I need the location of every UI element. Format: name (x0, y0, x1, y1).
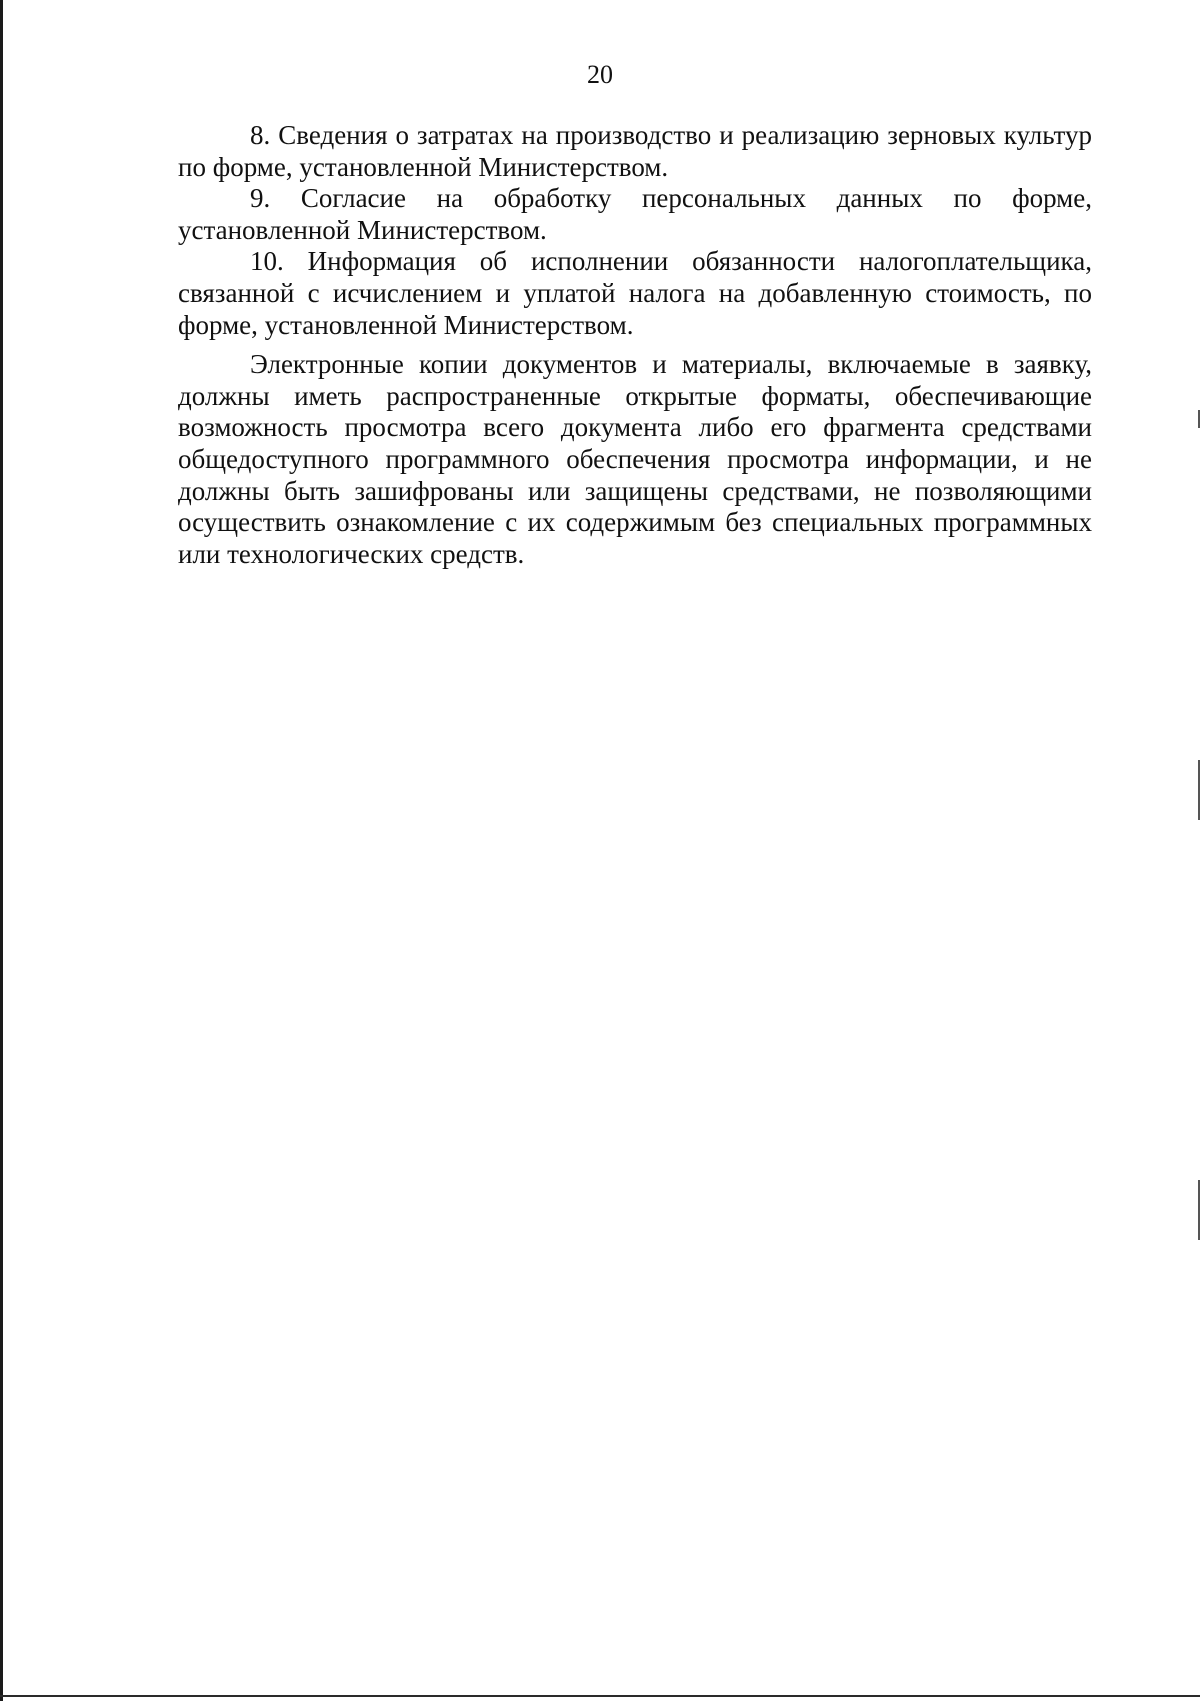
paragraph-item-8: 8. Сведения о затратах на производство и реализацию зерновых культур по форме, установленной Министерством. (178, 120, 1092, 182)
scan-border-left (0, 0, 3, 1701)
paragraph-electronic-copies: Электронные копии документов и материалы, включаемые в заявку, должны иметь распространенные открытые форматы, обеспечивающие возможность просмотра всего документа либо его фрагмента средствами общедоступного программного обеспечения просмотра информации, и не должны быть зашифрованы или защищены средствами, не позволяющими осуществить ознакомление с их содержимым без специальных программных или технологических средств. (178, 349, 1092, 569)
scan-border-bottom (0, 1695, 1200, 1697)
paragraph-item-9: 9. Согласие на обработку персональных данных по форме, установленной Министерством. (178, 183, 1092, 245)
paragraph-item-10: 10. Информация об исполнении обязанности налогоплательщика, связанной с исчислением и уплатой налога на добавленную стоимость, по форме, установленной Министерством. (178, 246, 1092, 340)
page-number: 20 (587, 60, 613, 89)
document-body (178, 120, 1092, 570)
